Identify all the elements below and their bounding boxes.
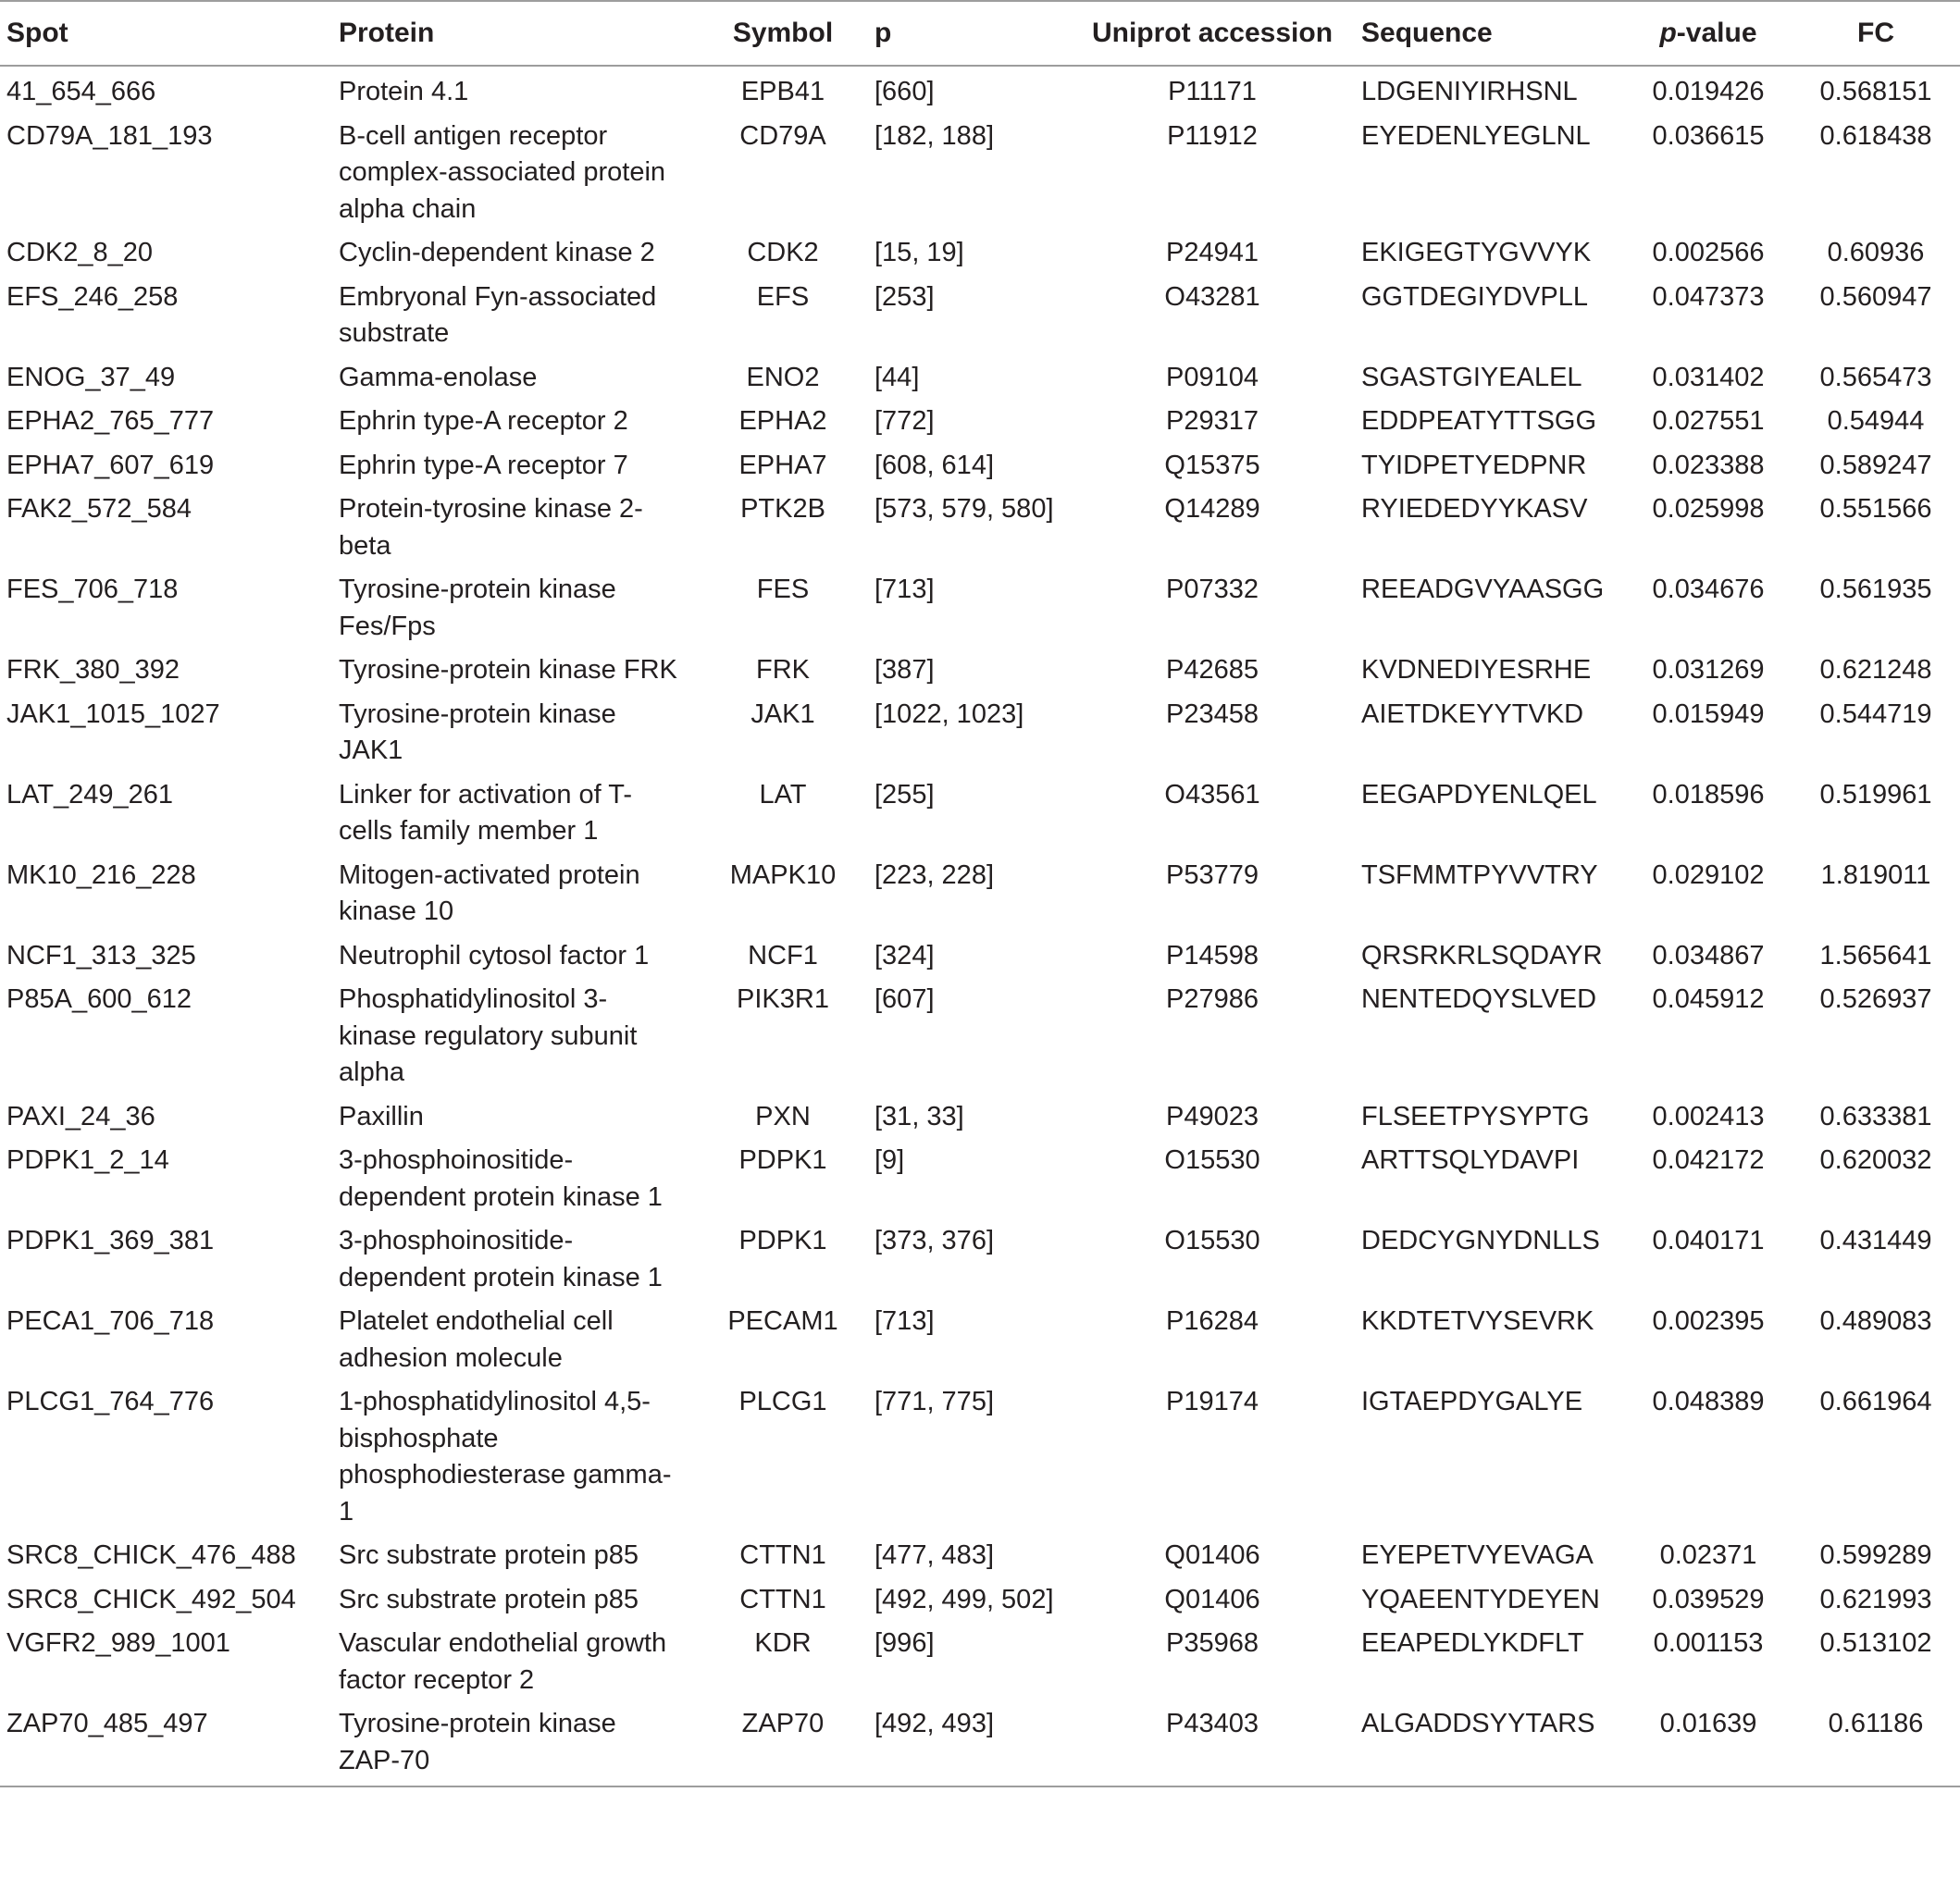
cell-symbol: MAPK10 [729,859,837,890]
table-body [0,66,1960,1786]
cell-fc: 0.551566 [1819,494,1932,524]
header-p: p [862,1,1074,66]
cell-protein [339,484,704,564]
protein-name: Platelet endothelial cell adhesion molecule [339,1306,614,1373]
protein-name: Gamma-enolase [339,362,538,392]
header-row [0,1,1960,66]
cell-uniprot-accession: O43561 [1164,779,1260,810]
cell-spot: NCF1_313_325 [6,940,196,970]
header-fc: FC [1792,1,1960,66]
cell-sequence: KKDTETVYSEVRK [1361,1306,1594,1336]
cell-p-value: 0.01639 [1625,1699,1792,1786]
cell-p: [1022, 1023] [875,698,1024,729]
cell-spot: EPHA7_607_619 [6,450,215,480]
protein-name: Embryonal Fyn-associated substrate [339,281,657,348]
cell-sequence: ARTTSQLYDAVPI [1361,1145,1580,1175]
cell-sequence: EYEDENLYEGLNL [1361,120,1591,151]
cell-protein [339,272,704,352]
protein-name: Linker for activation of T-cells family member 1 [339,779,633,846]
protein-name: Tyrosine-protein kinase Fes/Fps [339,575,616,641]
cell-spot: SRC8_CHICK_476_488 [6,1540,296,1570]
header-symbol: Symbol [704,1,862,66]
cell-p-value: 0.031269 [1652,655,1765,685]
cell-fc: 1.819011 [1820,859,1931,890]
cell-sequence: EYEPETVYEVAGA [1361,1540,1594,1570]
cell-symbol: JAK1 [751,698,815,729]
cell-p-value: 0.002566 [1652,238,1765,267]
cell-uniprot-accession: P11171 [1168,77,1257,106]
protein-name: Neutrophil cytosol factor 1 [339,940,650,970]
cell-p-value: 0.002413 [1652,1101,1765,1131]
cell-p: [492, 493] [862,1699,1074,1786]
cell-p-value: 0.039529 [1652,1584,1765,1614]
cell-fc: 0.621993 [1819,1584,1932,1614]
cell-p: [387] [875,655,935,685]
cell-uniprot-accession: Q01406 [1164,1540,1260,1570]
cell-p: [373, 376] [875,1226,994,1255]
cell-protein [339,228,704,272]
cell-spot: FRK_380_392 [6,655,180,685]
cell-protein [339,396,704,440]
cell-p: [660] [875,77,935,106]
table-row [0,272,1960,352]
cell-spot: LAT_249_261 [6,779,174,810]
cell-sequence: TYIDPETYEDPNR [1361,450,1587,480]
table-row [0,66,1960,111]
cell-fc: 0.599289 [1819,1540,1932,1570]
cell-p-value: 0.025998 [1652,494,1765,524]
table-row [0,850,1960,931]
cell-sequence: QRSRKRLSQDAYR [1361,940,1603,970]
cell-uniprot-accession: O15530 [1164,1145,1260,1175]
cell-fc: 0.633381 [1819,1101,1932,1131]
cell-p-value: 0.018596 [1652,779,1765,810]
cell-p-value: 0.047373 [1652,281,1765,312]
cell-sequence: EEAPEDLYKDFLT [1361,1628,1584,1658]
table-row [0,352,1960,397]
cell-protein [339,1296,704,1377]
cell-fc: 0.61186 [1792,1699,1960,1786]
cell-p: [996] [875,1628,935,1658]
cell-spot: EFS_246_258 [6,281,179,312]
cell-symbol: PDPK1 [738,1226,827,1255]
cell-p: [253] [875,281,935,312]
table-row [0,1135,1960,1216]
table-row [0,484,1960,564]
cell-protein [339,931,704,975]
protein-name: Phosphatidylinositol 3-kinase regulatory subunit alpha [339,984,638,1087]
protein-name: 3-phosphoinositide-dependent protein kinase 1 [339,1226,663,1292]
protein-name: 1-phosphatidylinositol 4,5-bisphosphate phosphodiesterase gamma-1 [339,1387,672,1527]
cell-p: [573, 579, 580] [875,494,1054,524]
cell-symbol: ENO2 [746,362,820,392]
cell-fc: 0.489083 [1819,1306,1932,1336]
cell-symbol: LAT [759,779,807,810]
cell-uniprot-accession: P14598 [1166,940,1259,970]
cell-protein [339,1575,704,1619]
header-p-value-suffix: -value [1676,18,1757,48]
cell-p-value: 0.034867 [1652,940,1765,970]
cell-spot: CDK2_8_20 [6,238,153,267]
cell-uniprot-accession: O15530 [1164,1226,1260,1255]
cell-spot: PDPK1_369_381 [6,1226,215,1255]
cell-p: [713] [875,575,935,604]
cell-p-value: 0.02371 [1659,1540,1757,1570]
cell-spot: PDPK1_2_14 [6,1145,169,1175]
cell-spot: SRC8_CHICK_492_504 [6,1584,296,1614]
cell-fc: 0.544719 [1819,698,1932,729]
cell-sequence: REEADGVYAASGG [1361,575,1605,604]
cell-protein [339,1216,704,1296]
cell-uniprot-accession: P27986 [1166,984,1259,1014]
cell-spot: CD79A_181_193 [6,120,213,151]
cell-fc: 1.565641 [1819,940,1932,970]
cell-fc: 0.513102 [1819,1628,1932,1658]
table-row [0,1296,1960,1377]
table-row [0,645,1960,689]
cell-protein [339,850,704,931]
cell-spot: EPHA2_765_777 [6,406,215,436]
cell-fc: 0.620032 [1819,1145,1932,1175]
cell-p-value: 0.023388 [1652,450,1765,480]
header-protein: Protein [339,1,704,66]
table-row [0,1216,1960,1296]
protein-name: B-cell antigen receptor complex-associated protein alpha chain [339,120,666,224]
cell-symbol: CTTN1 [739,1584,826,1614]
table-row [0,396,1960,440]
cell-spot: ENOG_37_49 [6,362,176,392]
cell-p: [44] [875,362,920,392]
cell-p: [324] [875,940,935,970]
protein-name: Tyrosine-protein kinase ZAP-70 [339,1709,616,1775]
cell-protein [339,1377,704,1530]
header-p-value-italic: p [1659,18,1677,48]
cell-spot: PAXI_24_36 [6,1101,155,1131]
cell-p-value: 0.027551 [1652,406,1765,436]
protein-name: Src substrate protein p85 [339,1584,639,1614]
table-row [0,1699,1960,1786]
cell-sequence: YQAEENTYDEYEN [1361,1584,1600,1614]
table-row [0,1575,1960,1619]
cell-uniprot-accession: P29317 [1166,406,1259,436]
table-row [0,111,1960,229]
cell-uniprot-accession: Q01406 [1164,1584,1260,1614]
cell-uniprot-accession: P16284 [1166,1306,1259,1336]
cell-p-value: 0.040171 [1652,1226,1765,1255]
protein-name: Ephrin type-A receptor 2 [339,406,628,436]
protein-name: Tyrosine-protein kinase JAK1 [339,698,616,765]
header-uniprot-accession: Uniprot accession [1074,1,1350,66]
cell-p: [9] [875,1145,905,1175]
cell-fc: 0.560947 [1819,281,1932,312]
cell-spot: PLCG1_764_776 [6,1387,215,1416]
cell-symbol: CD79A [739,120,826,151]
cell-spot: PECA1_706_718 [6,1306,215,1336]
cell-fc: 0.621248 [1819,655,1932,685]
table-row [0,1092,1960,1136]
cell-symbol: PIK3R1 [737,984,829,1014]
cell-sequence: RYIEDEDYYKASV [1361,494,1588,524]
table-row [0,931,1960,975]
cell-p: [492, 499, 502] [875,1584,1054,1614]
cell-uniprot-accession: P24941 [1166,238,1259,267]
protein-name: Tyrosine-protein kinase FRK [339,655,677,685]
cell-fc: 0.54944 [1827,406,1925,436]
cell-spot: MK10_216_228 [6,859,196,890]
protein-name: Protein 4.1 [339,77,469,106]
cell-symbol: EFS [756,281,810,312]
cell-uniprot-accession: Q14289 [1164,494,1260,524]
cell-symbol: NCF1 [748,940,818,970]
cell-p-value: 0.029102 [1652,859,1765,890]
cell-symbol: CTTN1 [739,1540,826,1570]
cell-p-value: 0.001153 [1653,1628,1764,1658]
cell-protein [339,352,704,397]
cell-p: [182, 188] [875,120,994,151]
cell-uniprot-accession: P43403 [1074,1699,1350,1786]
cell-p: [608, 614] [875,450,994,480]
cell-sequence: EEGAPDYENLQEL [1361,779,1597,810]
cell-uniprot-accession: P49023 [1166,1101,1259,1131]
cell-uniprot-accession: P53779 [1166,859,1259,890]
cell-symbol: EPB41 [740,77,825,106]
table-row [0,1530,1960,1575]
cell-sequence: KVDNEDIYESRHE [1361,655,1592,685]
table-row [0,770,1960,850]
cell-sequence: ALGADDSYYTARS [1350,1699,1625,1786]
table-row [0,974,1960,1092]
table-row [0,440,1960,485]
cell-protein [339,1135,704,1216]
cell-p: [477, 483] [875,1540,994,1570]
cell-sequence: NENTEDQYSLVED [1361,984,1597,1014]
cell-sequence: AIETDKEYYTVKD [1361,698,1584,729]
cell-spot: 41_654_666 [6,77,156,106]
cell-p: [223, 228] [875,859,994,890]
cell-fc: 0.526937 [1819,984,1932,1014]
cell-symbol: PXN [755,1101,811,1131]
cell-symbol: CDK2 [747,238,819,267]
cell-protein [339,1699,704,1786]
cell-uniprot-accession: P09104 [1166,362,1259,392]
cell-sequence: IGTAEPDYGALYE [1361,1387,1583,1416]
protein-name: Mitogen-activated protein kinase 10 [339,859,640,926]
cell-protein [339,440,704,485]
cell-protein [339,1618,704,1699]
cell-fc: 0.589247 [1819,450,1932,480]
cell-uniprot-accession: P42685 [1166,655,1259,685]
cell-p: [255] [875,779,935,810]
cell-sequence: SGASTGIYEALEL [1361,362,1582,392]
cell-fc: 0.661964 [1819,1387,1932,1416]
cell-sequence: LDGENIYIRHSNL [1361,77,1578,106]
cell-p-value: 0.002395 [1652,1306,1765,1336]
cell-fc: 0.431449 [1819,1226,1932,1255]
protein-name: Protein-tyrosine kinase 2-beta [339,494,643,561]
cell-protein [339,645,704,689]
cell-p-value: 0.045912 [1652,984,1765,1014]
cell-protein [339,111,704,229]
cell-symbol: EPHA7 [738,450,827,480]
cell-p-value: 0.031402 [1652,362,1765,392]
protein-name: Ephrin type-A receptor 7 [339,450,628,480]
cell-fc: 0.60936 [1827,238,1925,267]
cell-fc: 0.561935 [1819,575,1932,604]
cell-fc: 0.618438 [1819,120,1932,151]
cell-protein [339,770,704,850]
cell-uniprot-accession: O43281 [1164,281,1260,312]
cell-p-value: 0.015949 [1652,698,1765,729]
cell-protein [339,1092,704,1136]
cell-uniprot-accession: P19174 [1166,1387,1259,1416]
cell-protein [339,974,704,1092]
cell-p: [771, 775] [875,1387,994,1416]
table-row [0,689,1960,770]
cell-protein [339,66,704,111]
cell-spot: FES_706_718 [6,575,179,604]
cell-p: [607] [875,984,935,1014]
cell-sequence: EKIGEGTYGVVYK [1361,238,1592,267]
cell-spot: JAK1_1015_1027 [6,698,220,729]
protein-name: 3-phosphoinositide-dependent protein kinase 1 [339,1145,663,1212]
table-row [0,228,1960,272]
cell-uniprot-accession: P11912 [1167,120,1258,151]
cell-sequence: DEDCYGNYDNLLS [1361,1226,1600,1255]
cell-protein [339,689,704,770]
cell-fc: 0.568151 [1819,77,1932,106]
table-row [0,1377,1960,1530]
cell-sequence: GGTDEGIYDVPLL [1361,281,1588,312]
cell-symbol: FES [756,575,810,604]
cell-p-value: 0.036615 [1652,120,1765,151]
cell-symbol: KDR [754,1628,812,1658]
protein-name: Vascular endothelial growth factor receptor 2 [339,1628,667,1695]
cell-uniprot-accession: P35968 [1166,1628,1259,1658]
cell-spot: P85A_600_612 [6,984,192,1014]
cell-p: [713] [875,1306,935,1336]
cell-p-value: 0.019426 [1652,77,1765,106]
header-sequence: Sequence [1350,1,1625,66]
table-header [0,1,1960,66]
cell-symbol: PTK2B [740,494,825,524]
cell-protein [339,564,704,645]
cell-spot: VGFR2_989_1001 [6,1628,230,1658]
cell-fc: 0.565473 [1819,362,1932,392]
cell-p: [15, 19] [875,238,964,267]
cell-symbol: FRK [756,655,810,685]
table-row [0,1618,1960,1699]
cell-symbol: PDPK1 [738,1145,827,1175]
cell-uniprot-accession: Q15375 [1164,450,1260,480]
cell-symbol: EPHA2 [738,406,827,436]
protein-name: Cyclin-dependent kinase 2 [339,238,655,267]
cell-symbol: PECAM1 [727,1306,838,1336]
cell-p-value: 0.042172 [1652,1145,1765,1175]
cell-p-value: 0.034676 [1652,575,1765,604]
cell-p-value: 0.048389 [1652,1387,1765,1416]
cell-sequence: FLSEETPYSYPTG [1361,1101,1590,1131]
table-row [0,564,1960,645]
cell-sequence: TSFMMTPYVVTRY [1361,859,1598,890]
cell-symbol: PLCG1 [738,1387,827,1416]
header-spot: Spot [0,1,339,66]
cell-p: [772] [875,406,935,436]
cell-protein [339,1530,704,1575]
cell-uniprot-accession: P07332 [1166,575,1259,604]
cell-fc: 0.519961 [1819,779,1932,810]
cell-uniprot-accession: P23458 [1166,698,1259,729]
protein-name: Src substrate protein p85 [339,1540,639,1570]
cell-spot: ZAP70_485_497 [0,1699,339,1786]
cell-p: [31, 33] [875,1101,964,1131]
cell-spot: FAK2_572_584 [6,494,192,524]
cell-sequence: EDDPEATYTTSGG [1361,406,1597,436]
header-p-value [1625,1,1792,66]
protein-name: Paxillin [339,1101,424,1131]
cell-symbol: ZAP70 [704,1699,862,1786]
